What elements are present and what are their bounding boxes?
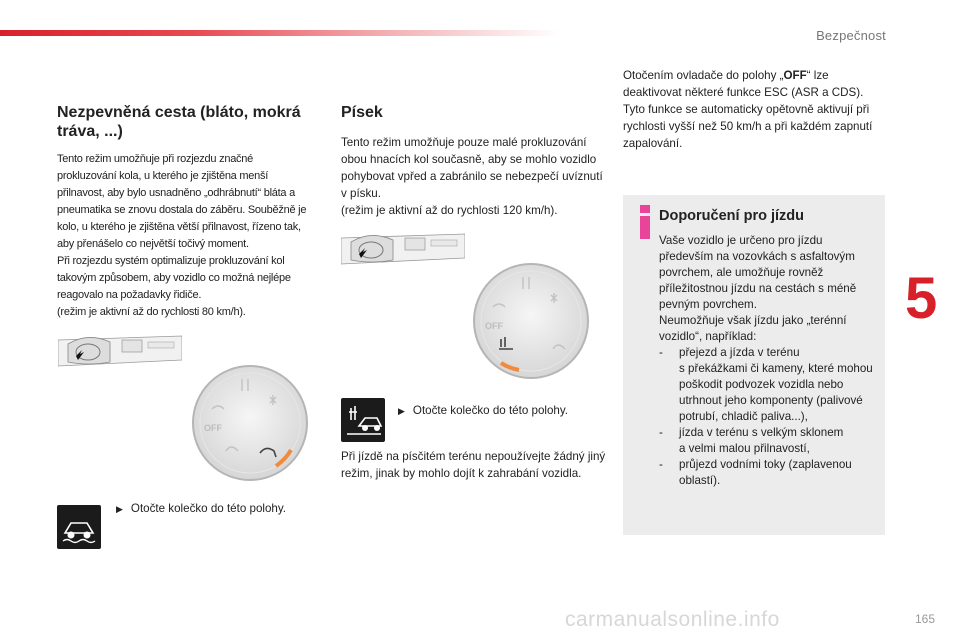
sand-mode-icon — [341, 398, 385, 442]
bullet-arrow-icon: ▶ — [398, 406, 405, 416]
dial-off-label: OFF — [485, 321, 503, 331]
watermark: carmanualsonline.info — [565, 608, 780, 631]
mud-heading: Nezpevněná cesta (bláto, mokrá tráva, ...) — [57, 104, 301, 140]
chapter-number: 5 — [905, 266, 938, 331]
dashboard-illustration-sand — [341, 228, 465, 272]
off-note-bold: OFF — [783, 69, 807, 82]
advice-heading: Doporučení pro jízdu — [659, 208, 804, 224]
off-note-before: Otočením ovladače do polohy „ — [623, 69, 784, 82]
advice-paragraph-2: Neumožňuje však jízdu jako „terénní vozidlo“, například: — [659, 314, 847, 343]
advice-list-item: - jízda v terénu s velkým sklonem a velmi malou přilnavostí, — [659, 425, 879, 457]
sand-instruction-text: Otočte kolečko do této polohy. — [412, 404, 569, 417]
sand-heading: Písek — [341, 104, 383, 121]
mud-instruction — [116, 502, 286, 515]
info-icon — [637, 205, 653, 239]
dashboard-illustration-mud — [58, 330, 182, 374]
dial-off-label: OFF — [204, 423, 222, 433]
terrain-dial-sand — [471, 261, 591, 381]
advice-paragraph-1: Vaše vozidlo je určeno pro jízdu především na vozovkách s asfaltovým povrchem, ale umožňuje rovněž příležitostnou jízdu na cestách s méně pevným povrchem. — [659, 234, 857, 311]
mud-instruction-text: Otočte kolečko do této polohy. — [130, 502, 287, 515]
header-accent-bar — [0, 30, 560, 36]
sand-warning: Při jízdě na písčitém terénu nepoužívejte žádný jiný režim, jinak by mohlo dojít k zahrabání vozidla. — [341, 450, 606, 480]
mud-mode-icon — [57, 505, 101, 549]
off-mode-note — [623, 67, 888, 152]
terrain-dial-mud — [190, 363, 310, 483]
mud-description: Tento režim umožňuje při rozjezdu značné prokluzování kola, u kterého je zjištěna menší přilnavost, aby bylo usnadněno „odhrábnutí“ bláta a pneumatika se znovu dostala do záběru. Souběžně je kolo, u kterého je zjištěna větší přilnavost, řízeno tak, aby přenášelo co největší točivý moment. Při rozjezdu systém optimalizuje prokluzování kol takovým způsobem, aby vozidlo co možná nejlépe reagovalo na požadavky řidiče. (režim je aktivní až do rychlosti 80 km/h). — [57, 153, 307, 318]
column-sand — [341, 103, 606, 219]
advice-body — [659, 233, 879, 489]
off-note-after: “ lze deaktivovat některé funkce ESC (ASR a CDS). Tyto funkce se automaticky opětovně aktivují při rychlosti vyšší než 50 km/h a při každém zapnutí zapalování. — [623, 69, 873, 150]
sand-instruction — [398, 404, 568, 417]
sand-description: Tento režim umožňuje pouze malé prokluzování obou hnacích kol současně, aby se mohlo vozidlo pohybovat vpřed a zabránilo se nebezpečí uvíznutí v písku. (režim je aktivní až do rychlosti 120 km/h). — [341, 136, 603, 217]
advice-list-item: - průjezd vodními toky (zaplavenou oblastí). — [659, 457, 879, 489]
driving-advice-box — [623, 195, 885, 535]
advice-list — [659, 345, 879, 489]
bullet-arrow-icon: ▶ — [116, 504, 123, 514]
page-number: 165 — [915, 612, 936, 626]
column-mud — [57, 103, 312, 321]
section-title: Bezpečnost — [816, 28, 886, 43]
advice-list-item: - přejezd a jízda v terénu s překážkami či kameny, které mohou poškodit podvozek vozidla nebo utrhnout jeho komponenty (palivové potrubí, chladič paliva...), — [659, 345, 879, 425]
